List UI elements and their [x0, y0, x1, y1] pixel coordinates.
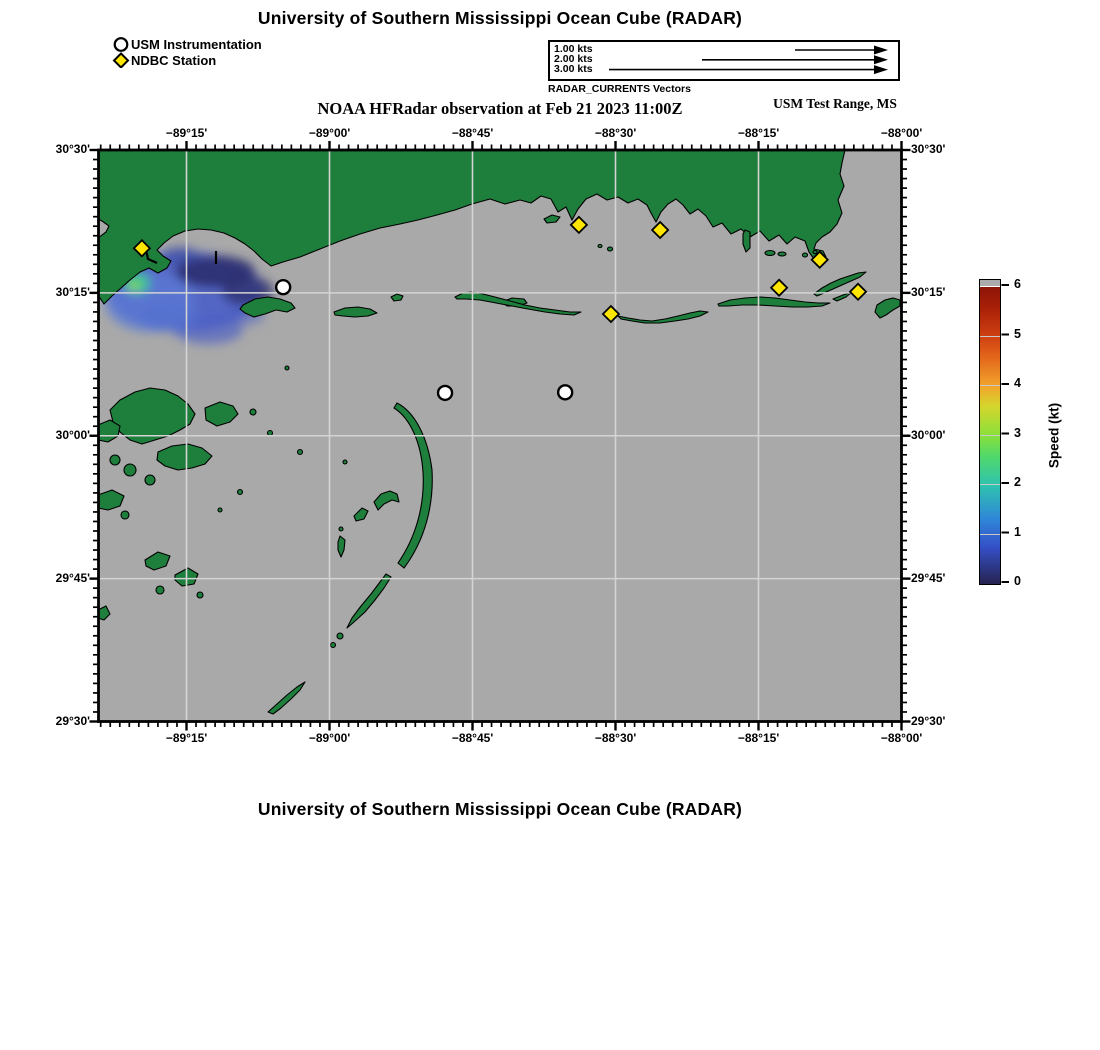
- colorbar-ticks: [1001, 270, 1041, 600]
- vector-legend-caption: RADAR_CURRENTS Vectors: [548, 83, 691, 95]
- observation-title: NOAA HFRadar observation at Feb 21 2023 11:00Z: [317, 99, 683, 118]
- usm-instrument-marker: [276, 280, 290, 294]
- colorbar-gridline: [980, 435, 1000, 436]
- lon-label-top: −88°45': [451, 126, 494, 140]
- colorbar-tick-label: 1: [1014, 524, 1021, 539]
- lon-label-bottom: −88°30': [594, 731, 637, 745]
- lon-label-top: −88°30': [594, 126, 637, 140]
- lon-label-top: −88°00': [880, 126, 923, 140]
- bottom-title: University of Southern Mississippi Ocean Cube (RADAR): [257, 799, 743, 819]
- colorbar-tick-label: 2: [1014, 475, 1021, 489]
- colorbar-gridline: [980, 336, 1000, 337]
- legend-label-ndbc: NDBC Station: [131, 53, 217, 68]
- lat-label-right: 29°45': [911, 570, 946, 585]
- lon-label-bottom: −88°00': [880, 731, 923, 745]
- lat-label-left: 30°00': [55, 427, 90, 442]
- lat-label-left: 29°30': [55, 713, 90, 728]
- lat-label-right: 30°00': [911, 427, 946, 442]
- vector-label-3kt: 3.00 kts: [554, 63, 593, 75]
- colorbar-tick-label: 0: [1014, 574, 1021, 588]
- lon-label-bottom: −88°45': [451, 731, 494, 745]
- lat-label-left: 30°30': [55, 142, 90, 156]
- colorbar-tick-label: 3: [1014, 425, 1021, 440]
- legend-label-usm: USM Instrumentation: [131, 37, 262, 52]
- vector-label-1kt: 1.00 kts: [554, 43, 593, 55]
- colorbar-gridline: [980, 484, 1000, 485]
- lat-label-left: 30°15': [55, 284, 90, 299]
- colorbar-gridline: [980, 534, 1000, 535]
- range-label: USM Test Range, MS: [773, 96, 897, 111]
- colorbar-tick-label: 4: [1014, 376, 1021, 390]
- speed-blob: [140, 304, 200, 332]
- colorbar-tick-label: 6: [1014, 277, 1021, 291]
- page-title: University of Southern Mississippi Ocean Cube (RADAR): [257, 8, 743, 28]
- vector-label-2kt: 2.00 kts: [554, 53, 593, 65]
- lon-label-bottom: −89°00': [308, 731, 351, 745]
- usm-instrument-marker: [438, 386, 452, 400]
- colorbar-axis-label: Speed (kt): [1046, 402, 1062, 469]
- lat-label-right: 30°30': [911, 142, 946, 156]
- colorbar: [979, 279, 1001, 585]
- colorbar-overflow-cap: [980, 280, 1000, 286]
- lat-label-right: 29°30': [911, 713, 946, 728]
- lon-label-bottom: −88°15': [737, 731, 780, 745]
- lon-label-bottom: −89°15': [165, 731, 208, 745]
- colorbar-gridline: [980, 385, 1000, 386]
- usm-instrument-marker: [558, 385, 572, 399]
- lon-label-top: −89°00': [308, 126, 351, 140]
- lon-label-top: −88°15': [737, 126, 780, 140]
- lon-label-top: −89°15': [165, 126, 208, 140]
- speed-blob: [128, 281, 140, 291]
- colorbar-tick-label: 5: [1014, 326, 1021, 341]
- lat-label-right: 30°15': [911, 284, 946, 299]
- lat-label-left: 29°45': [55, 570, 90, 585]
